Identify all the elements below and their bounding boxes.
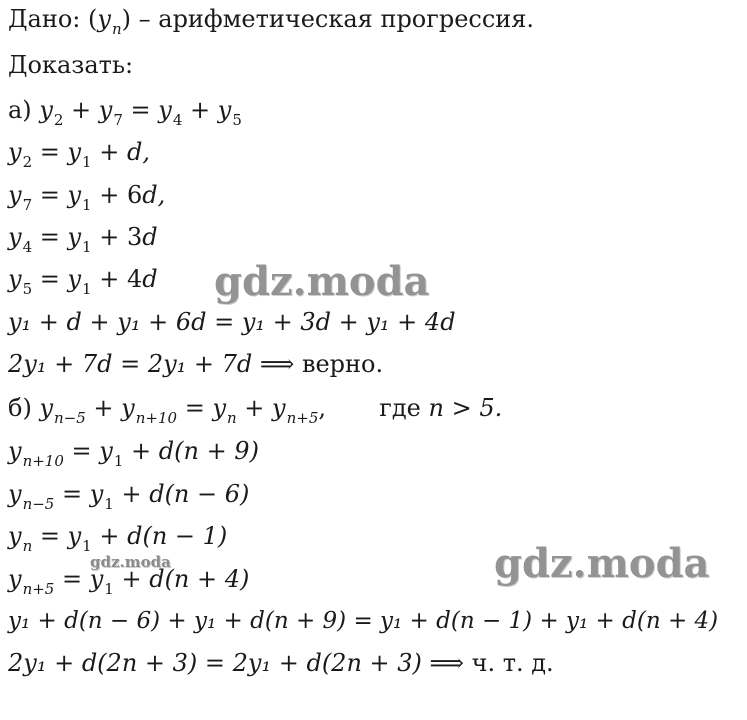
condition: n > 5. [428,394,503,422]
coef: 3 [126,223,143,251]
part-a-def-1: $y_2 = y_1 + d$, [8,138,150,171]
y-var: y [158,96,172,124]
rhs: d(n − 6) [149,480,250,508]
rhs: d(n − 1) [127,522,228,550]
part-b-statement: б) $y_{n-5} + y_{n+10} = y_n + y_{n+5}$, где n > 5. [8,394,503,427]
part-b-conclusion-equation: 2y₁ + d(2n + 3) = 2y₁ + d(2n + 3) [8,649,422,677]
watermark-small: gdz.moda [90,553,171,571]
rhs: d [142,265,158,293]
sequence-y: y [97,5,111,33]
sub: n+5 [286,409,319,427]
part-a-statement [8,95,242,128]
part-b-def-2: $y_{n-5} = y_1 + d(n - 6)$ [8,480,250,513]
part-a-conclusion-equation: 2y₁ + 7d = 2y₁ + 7d [8,350,253,378]
rhs: d, [126,138,150,166]
coef: 4 [126,265,143,293]
sub: 4 [172,111,183,129]
y-var: y [98,96,113,124]
rhs: d(n + 9) [158,437,259,465]
prove-label: Доказать: [8,51,134,79]
sequence-open: ( [88,5,98,33]
sub: n+5 [22,580,55,598]
part-a-conclusion [8,349,383,379]
part-b-label: б) [8,394,32,422]
sub: 2 [53,111,64,129]
sub: n [227,409,237,427]
part-b-expansion: y₁ + d(n − 6) + y₁ + d(n + 9) = y₁ + d(n − 1) + y₁ + d(n + 4) [8,608,719,634]
sub: 7 [22,196,33,214]
rhs: d, [142,181,166,209]
sub: n−5 [54,409,86,427]
op: + [63,96,99,124]
watermark-large-2: gdz.moda [494,540,710,587]
sequence-close: ) [121,5,131,33]
part-b-def-1: $y_{n+10} = y_1 + d(n + 9)$ [8,437,259,470]
given-text: – арифметическая прогрессия. [138,5,535,33]
given-label: Дано: [8,5,81,33]
part-a-expansion: y₁ + d + y₁ + 6d = y₁ + 3d + y₁ + 4d [8,308,456,336]
prove-line [8,50,133,80]
sub: 5 [22,280,33,298]
part-b-def-4: $y_{n+5} = y_1 + d(n + 4)$ [8,565,250,598]
part-a-def-2: $y_7 = y_1 + 6d$, [8,181,166,214]
y-var: y [39,96,53,124]
sub: 5 [232,111,242,129]
part-b-conclusion-word: ⟹ ч. т. д. [429,649,554,677]
sub: 4 [22,238,33,256]
sub: n+10 [135,409,178,427]
sub: 2 [22,153,33,171]
given-line [8,4,534,37]
op: = [122,96,159,124]
part-a-label: а) [8,96,32,124]
sub: 7 [113,111,123,129]
part-a-conclusion-word: ⟹ верно. [259,350,384,378]
watermark-large-1: gdz.moda [214,258,430,305]
where-word: где [379,394,421,422]
op: + [182,96,218,124]
sequence-n: n [111,20,122,38]
rhs: d(n + 4) [149,565,250,593]
sub: n [22,537,33,555]
part-a-def-4: $y_5 = y_1 + 4d$ [8,265,158,298]
part-b-def-3: $y_n = y_1 + d(n - 1)$ [8,522,228,555]
sub: n−5 [22,495,55,513]
sub: n+10 [22,452,64,470]
coef: 6 [126,181,143,209]
part-a-def-3: $y_4 = y_1 + 3d$ [8,223,158,256]
rhs: d [142,223,158,251]
part-b-conclusion [8,648,554,678]
y-var: y [217,96,232,124]
